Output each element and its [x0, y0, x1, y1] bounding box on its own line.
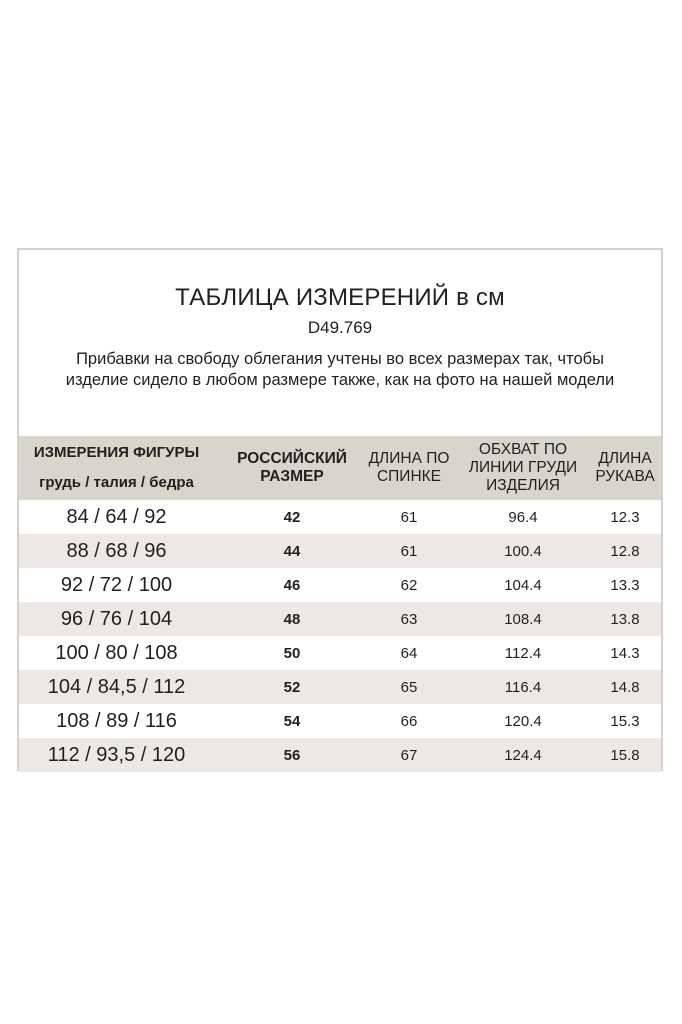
header-back-length-line-2: СПИНКЕ: [376, 468, 442, 485]
back-length: 66: [400, 712, 418, 730]
back-length: 62: [400, 576, 418, 594]
russian-size: 44: [283, 542, 301, 560]
size-chart-card: [17, 248, 663, 771]
russian-size: 50: [283, 644, 301, 662]
header-figure-title: ИЗМЕРЕНИЯ ФИГУРЫ: [33, 444, 200, 461]
header-russian-size: [225, 436, 359, 500]
fit-note-line-2: изделие сидело в любом размере также, как на фото на нашей модели: [65, 371, 615, 389]
table-body: [19, 500, 661, 772]
sleeve-length: 14.3: [610, 644, 640, 662]
header-russian-size-line-1: РОССИЙСКИЙ: [237, 450, 347, 467]
table-row: [19, 568, 661, 602]
header-figure-subtitle: грудь / талия / бедра: [39, 474, 194, 491]
table-row: [19, 500, 661, 534]
figure-measurements: 100 / 80 / 108: [55, 641, 178, 664]
russian-size: 52: [283, 678, 301, 696]
table-row: [19, 738, 661, 772]
article-number: D49.769: [307, 318, 373, 337]
figure-measurements: 84 / 64 / 92: [66, 505, 167, 528]
figure-measurements: 108 / 89 / 116: [56, 709, 177, 732]
russian-size: 54: [283, 712, 301, 730]
header-sleeve-line-2: РУКАВА: [595, 468, 655, 485]
table-row: [19, 636, 661, 670]
header-back-length: [359, 436, 459, 500]
figure-measurements: 112 / 93,5 / 120: [47, 743, 186, 766]
header-chest-line-3: ИЗДЕЛИЯ: [486, 477, 560, 494]
table-row: [19, 534, 661, 568]
back-length: 67: [400, 746, 418, 764]
header-figure-measurements: [19, 436, 214, 500]
chest-girth: 104.4: [504, 576, 542, 594]
sleeve-length: 12.3: [610, 508, 640, 526]
table-row: [19, 602, 661, 636]
chest-girth: 124.4: [504, 746, 542, 764]
header-chest-line-2: ЛИНИИ ГРУДИ: [468, 459, 578, 476]
sleeve-length: 13.8: [610, 610, 640, 628]
table-row: [19, 704, 661, 738]
figure-measurements: 104 / 84,5 / 112: [47, 675, 186, 698]
sleeve-length: 15.3: [610, 712, 640, 730]
back-length: 61: [400, 542, 418, 560]
back-length: 65: [400, 678, 418, 696]
chest-girth: 112.4: [504, 644, 542, 662]
figure-measurements: 96 / 76 / 104: [60, 607, 173, 630]
sleeve-length: 13.3: [610, 576, 640, 594]
chart-title: ТАБЛИЦА ИЗМЕРЕНИЙ в см: [175, 284, 505, 311]
figure-measurements: 92 / 72 / 100: [60, 573, 173, 596]
header-back-length-line-1: ДЛИНА ПО: [368, 450, 450, 467]
russian-size: 42: [283, 508, 301, 526]
fit-note-line-1: Прибавки на свободу облегания учтены во всех размерах так, чтобы: [76, 350, 604, 368]
figure-measurements: 88 / 68 / 96: [66, 539, 167, 562]
chest-girth: 116.4: [504, 678, 542, 696]
header-chest-girth: [459, 436, 587, 500]
sleeve-length: 15.8: [610, 746, 640, 764]
chest-girth: 120.4: [504, 712, 542, 730]
header-sleeve-length: [587, 436, 663, 500]
chest-girth: 108.4: [504, 610, 542, 628]
sleeve-length: 14.8: [610, 678, 640, 696]
header-russian-size-line-2: РАЗМЕР: [260, 468, 324, 485]
fit-note: [19, 349, 661, 391]
back-length: 63: [400, 610, 418, 628]
russian-size: 46: [283, 576, 301, 594]
chest-girth: 100.4: [504, 542, 542, 560]
back-length: 64: [400, 644, 418, 662]
chest-girth: 96.4: [508, 508, 538, 526]
russian-size: 48: [283, 610, 301, 628]
table-row: [19, 670, 661, 704]
russian-size: 56: [283, 746, 301, 764]
header-sleeve-line-1: ДЛИНА: [598, 450, 652, 467]
sleeve-length: 12.8: [610, 542, 640, 560]
header-chest-line-1: ОБХВАТ ПО: [478, 441, 568, 458]
table-header: [19, 436, 661, 500]
back-length: 61: [400, 508, 418, 526]
